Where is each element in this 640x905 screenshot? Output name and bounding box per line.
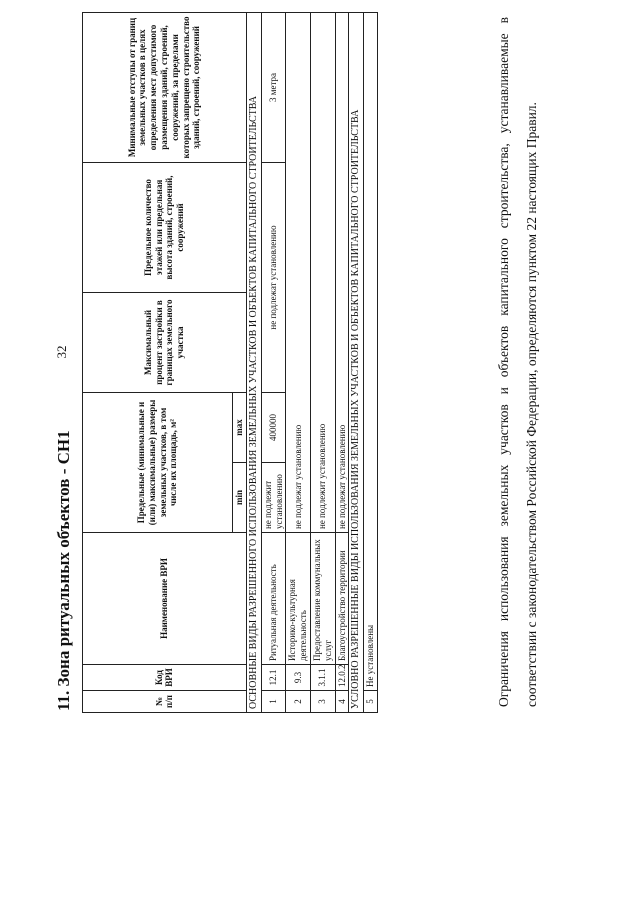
row-name: Благоустройство территории [335, 533, 349, 665]
header-setbacks: Минимальные отступы от границ земельных участков в целях определения мест допустимого размещения зданий, строений, сооружений, за пределами которых запрещено строительство зданий, строений, сооружений [83, 12, 247, 162]
row-code: 9.3 [286, 665, 311, 691]
row-num: 4 [335, 691, 349, 713]
section-main-row [246, 12, 261, 712]
row-num: 2 [286, 691, 311, 713]
row-name: Предоставление коммунальных услуг [310, 533, 335, 665]
row-name: Историко-культурная деятельность [286, 533, 311, 665]
row-setback: 3 метра [261, 12, 286, 162]
table-row [261, 12, 286, 712]
row-text: Не установлены [364, 12, 378, 690]
table-row [310, 12, 335, 712]
row-percent-floors: не подлежат установлению [261, 162, 286, 392]
page-number: 32 [54, 345, 69, 359]
row-min: не подлежит установлению [261, 463, 286, 533]
header-code: Код ВРИ [83, 665, 247, 691]
table-row [286, 12, 311, 712]
header-percent: Максимальный процент застройки в границах земельного участка [83, 292, 247, 392]
table-row [364, 12, 378, 712]
row-num: 3 [310, 691, 335, 713]
row-code: 12.0.2 [335, 665, 349, 691]
section-conditional: УСЛОВНО РАЗРЕШЕННЫЕ ВИДЫ ИСПОЛЬЗОВАНИЯ ЗЕМЕЛЬНЫХ УЧАСТКОВ И ОБЪЕКТОВ КАПИТАЛЬНОГО СТРОИТЕЛЬСТВА [349, 12, 364, 712]
row-name: Ритуальная деятельность [261, 533, 286, 665]
header-max: max [233, 392, 247, 462]
row-max: 400000 [261, 392, 286, 462]
header-min: min [233, 463, 247, 533]
zone-title: 11. Зона ритуальных объектов - СН1 [54, 430, 73, 711]
regulations-table [82, 12, 378, 713]
rotated-page-content [50, 6, 595, 721]
table-header-row [83, 12, 233, 712]
row-span: не подлежат установлению [286, 12, 311, 532]
restrictions-note: Ограничения использования земельных участков и объектов капитального строительства, устанавливаемые в соответствии с законодательством Российской Федерации, определяются пунктом 22 настоящих Правил. [496, 17, 539, 707]
header-name: Наименование ВРИ [83, 533, 247, 665]
header-num: № п/п [83, 691, 247, 713]
table-row [335, 12, 349, 712]
row-num: 1 [261, 691, 286, 713]
row-num: 5 [364, 691, 378, 713]
row-span: не подлежат установлению [335, 12, 349, 532]
row-span: не подлежит установлению [310, 12, 335, 532]
section-main: ОСНОВНЫЕ ВИДЫ РАЗРЕШЕННОГО ИСПОЛЬЗОВАНИЯ ЗЕМЕЛЬНЫХ УЧАСТКОВ И ОБЪЕКТОВ КАПИТАЛЬНОГО СТРОИТЕЛЬСТВА [246, 12, 261, 712]
header-floors: Предельное количество этажей или предельная высота зданий, строений, сооружений [83, 162, 247, 292]
header-sizes: Предельные (минимальные и (или) максимальные) размеры земельных участков, в том числе их площадь, м² [83, 392, 233, 532]
row-code: 3.1.1 [310, 665, 335, 691]
section-conditional-row [349, 12, 364, 712]
row-code: 12.1 [261, 665, 286, 691]
